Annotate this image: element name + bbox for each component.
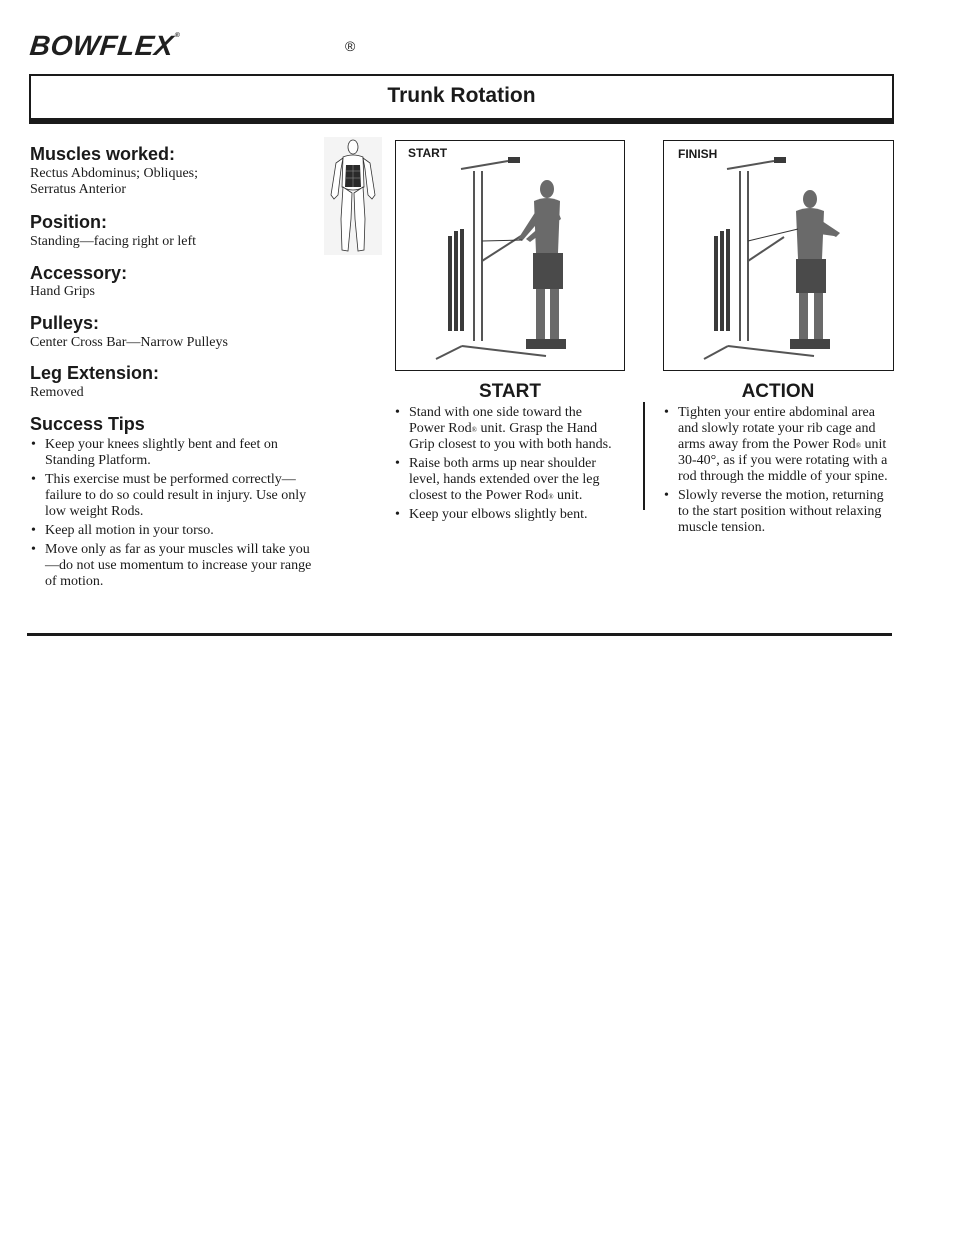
success-tips-list [30, 437, 320, 593]
leg-extension-heading: Leg Extension: [30, 363, 160, 383]
page-title: Trunk Rotation [387, 84, 536, 107]
pulleys-value: Center Cross Bar—Narrow Pulleys [30, 335, 228, 350]
tip-item: • Keep your knees slightly bent and feet on Standing Platform. [30, 437, 320, 469]
registered-mark: ® [471, 426, 477, 434]
muscle-anatomy-figure [324, 137, 382, 255]
start-photo [395, 140, 625, 371]
finish-exercise-illustration [664, 141, 893, 370]
logo-registered-mark: ® [174, 32, 181, 39]
instruction-text: Raise both arms up near shoulder level, hands extended over the leg closest to the Power Rod [409, 456, 600, 503]
instruction-text: Stand with one side toward the Power Rod [409, 405, 583, 436]
action-instruction-item [663, 488, 895, 536]
muscles-line-1: Rectus Abdominus; Obliques; [30, 166, 198, 181]
leg-extension-value: Removed [30, 385, 84, 400]
finish-photo [663, 140, 894, 371]
instruction-text: unit 30-40°, as if you were rotating with a rod through the middle of your spine. [678, 437, 888, 484]
registered-mark: ® [345, 38, 356, 54]
bottom-rule [27, 633, 892, 636]
start-heading: START [479, 381, 541, 402]
action-instruction-item [663, 405, 895, 485]
pulleys-heading: Pulleys: [30, 313, 100, 333]
muscles-line-2: Serratus Anterior [30, 182, 127, 197]
bowflex-logo [28, 30, 181, 62]
title-underline-bar [29, 118, 894, 124]
accessory-value: Hand Grips [30, 284, 95, 299]
tip-item: • Keep all motion in your torso. [30, 523, 320, 539]
start-instruction-item [394, 507, 616, 523]
finish-photo-label: FINISH [678, 147, 718, 161]
position-heading: Position: [30, 212, 107, 232]
start-instructions-list [394, 405, 616, 526]
instruction-text: unit. [553, 488, 583, 503]
instruction-text: unit. Grasp the Hand Grip closest to you with both hands. [409, 421, 612, 452]
action-heading: ACTION [741, 381, 815, 402]
start-instruction-item [394, 405, 616, 453]
start-photo-label: START [408, 146, 448, 160]
position-value: Standing—facing right or left [30, 234, 197, 249]
tip-item: • Move only as far as your muscles will take you—do not use momentum to increase your range of motion. [30, 542, 320, 590]
instruction-text: Tighten your entire abdominal area and slowly rotate your rib cage and arms away from the Power Rod [678, 405, 876, 452]
start-instruction-item [394, 456, 616, 504]
instruction-text: Keep your elbows slightly bent. [409, 507, 588, 522]
logo-text: BOWFLEX [28, 30, 176, 61]
start-exercise-illustration [396, 141, 624, 370]
muscles-heading: Muscles worked: [30, 144, 176, 164]
action-instructions-list [663, 405, 895, 539]
column-divider [643, 402, 645, 510]
tip-item: • This exercise must be performed correctly—failure to do so could result in injury. Use only low weight Rods. [30, 472, 320, 520]
registered-mark: ® [548, 493, 554, 501]
success-tips-heading: Success Tips [30, 414, 145, 434]
instruction-text: Slowly reverse the motion, returning to the start position without relaxing muscle tension. [678, 488, 884, 535]
registered-mark: ® [855, 442, 862, 450]
accessory-heading: Accessory: [30, 263, 128, 283]
